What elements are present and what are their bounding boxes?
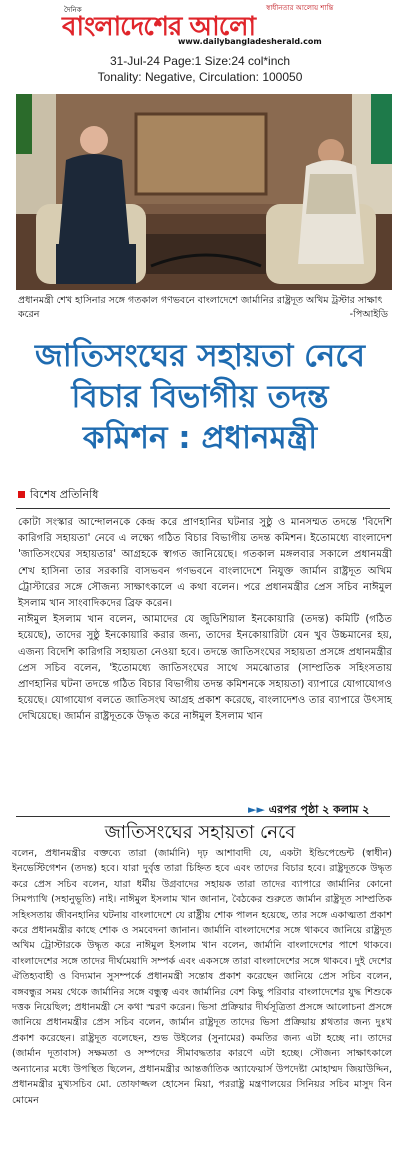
byline <box>18 486 98 505</box>
section-divider <box>16 816 390 817</box>
article-body-continued <box>12 846 392 1108</box>
continued-text: এরপর পৃষ্ঠা ২ কলাম ২ <box>268 803 370 816</box>
masthead-title: বাংলাদেশের আলো <box>62 12 256 42</box>
caption-text: প্রধানমন্ত্রী শেখ হাসিনার সঙ্গে গতকাল গণভবনে বাংলাদেশে জার্মানির রাষ্ট্রদূত অখিম ট্রস্টার সাক্ষাৎ করেন <box>18 295 383 320</box>
masthead-prefix: দৈনিক <box>64 6 82 14</box>
continuation-heading: জাতিসংঘের সহায়তা নেবে <box>104 822 296 843</box>
headline-line-2: বিচার বিভাগীয় তদন্ত <box>71 379 329 415</box>
news-photo <box>16 94 392 290</box>
masthead <box>0 0 400 52</box>
paragraph: কোটা সংস্কার আন্দোলনকে কেন্দ্র করে প্রাণহানির ঘটনার সুষ্ঠু ও মানসম্মত তদন্তে 'বিদেশি কারিগরি সহায়তা' নেবে এ লক্ষ্যে গঠিত বিচার বিভাগীয় তদন্ত কমিশন। ইতোমধ্যে বাংলাদেশ 'জাতিসংঘের সহায়তার' আগ্রহকে স্বাগত জানিয়েছে। গতকাল মঙ্গলবার সকালে প্রধানমন্ত্রী শেখ হাসিনা তার সরকারি বাসভবন গণভবনে বাংলাদেশে নিযুক্ত জার্মান রাষ্ট্রদূত অখিম ট্রোস্টারের সঙ্গে সৌজন্য সাক্ষাৎকালে এ কথা বলেন। পরে প্রধানমন্ত্রীর প্রেস সচিব নাঈমুল ইসলাম খান সাংবাদিকদের ব্রিফ করেন। <box>18 517 392 610</box>
masthead-url: www.dailybangladesherald.com <box>178 37 322 46</box>
arrow-icon: ►► <box>248 803 269 816</box>
byline-text: বিশেষ প্রতিনিধি <box>30 488 99 501</box>
headline-line-1: জাতিসংঘের সহায়তা নেবে <box>35 338 365 374</box>
masthead-tagline: স্বাধীনতার আলোয় শান্তি <box>266 4 334 12</box>
headline-line-3: কমিশন : প্রধানমন্ত্রী <box>82 420 318 456</box>
headline <box>10 336 390 459</box>
byline-marker <box>18 491 25 498</box>
top-divider <box>16 508 390 509</box>
photo-caption <box>18 294 388 322</box>
article-body-main <box>18 515 392 726</box>
paragraph: নাঈমুল ইসলাম খান বলেন, আমাদের যে জুডিশিয়াল ইনকোয়ারি (তদন্ত) কমিটি (গঠিত হয়েছে), তাদের সুষ্ঠু ইনকোয়ারি করার জন্য, তাদের ইনকোয়ারিটা যেন খুব উচ্চমানের হয়, এজন্য বিদেশি কারিগরি সহায়তা নেওয়া হবে। তদন্তে জাতিসংঘের সহায়তা প্রসঙ্গে প্রধানমন্ত্রীর প্রেস সচিব বলেন, 'ইতোমধ্যে জাতিসংঘের সাথে সমঝোতার (সাম্প্রতিক সহিংসতায় প্রাণহানির ঘটনা তদন্তে গঠিত বিচার বিভাগীয় তদন্ত কমিশনকে সহায়তা) ব্যাপারে যোগাযোগও হয়েছে। যোগাযোগ বলতে জাতিসংঘ আগ্রহ প্রকাশ করেছে, বাংলাদেশও তার ব্যাপারে উৎসাহ দেখিয়েছে। জার্মান রাষ্ট্রদূতকে উদ্ধৃত করে নাঈমুল ইসলাম খান <box>18 614 392 723</box>
caption-credit: -পিআইডি <box>349 309 388 320</box>
photo-illustration <box>16 94 392 290</box>
clip-meta-line1: 31-Jul-24 Page:1 Size:24 col*inch <box>109 54 291 68</box>
clip-meta-line2: Tonality: Negative, Circulation: 100050 <box>97 70 303 84</box>
paragraph: বলেন, প্রধানমন্ত্রীর বক্তব্যে তারা (জার্মানি) দৃঢ় আশাবাদী যে, একটা ইন্ডিপেন্ডেন্ট (স্বাধীন) ইনভেস্টিগেশন (তদন্ত) হবে। যারা দুর্বৃত্ত তারা চিহ্নিত হবে এবং তাদের বিচার হবে। রাষ্ট্রদূতকে উদ্ধৃত করে প্রেস সচিব বলেন, যারা ধর্মীয় উগ্রবাদের সহায়ক তারা তাদের ব্যাপারে জার্মানির কোনো সিমপ্যাথি (সহানুভূতি) নাই। নাঈমুল ইসলাম খান জানান, বৈঠকের শুরুতে জার্মান রাষ্ট্রদূত সাম্প্রতিক সহিংসতায় জীবনহানির ঘটনায় বাংলাদেশে যে রাষ্ট্রীয় শোক পালন হয়েছে, তার সঙ্গে একাত্মতা প্রকাশ করে প্রধানমন্ত্রীর কাছে শোক ও সমবেদনা জানান। জার্মানি বাংলাদেশের সঙ্গে থাকবে জানিয়ে রাষ্ট্রদূত অখিম ট্রোস্টারকে উদ্ধৃত করে নাঈমুল ইসলাম খান বলেন, জার্মানি বাংলাদেশের পাশে থাকবে। বাংলাদেশের সঙ্গে তাদের দীর্ঘমেয়াদি সম্পর্ক এবং একসঙ্গে তারা বাংলাদেশের সঙ্গে থাকবে। দুই দেশের ঐতিহ্যবাহী ও বিদ্যমান সুসম্পর্কে প্রধানমন্ত্রী সন্তোষ প্রকাশ করেছেন জানিয়ে প্রেস সচিব বলেন, বঙ্গবন্ধুর সময় থেকে জার্মানির সঙ্গে বন্ধুত্ব এবং জার্মানির বেশ কিছু পরিবার বাংলাদেশের যুদ্ধ শিশুকে দত্তক নিয়েছিল; প্রধানমন্ত্রী সে কথা স্মরণ করেন। ভিসা প্রক্রিয়ার দীর্ঘসূত্রিতা প্রসঙ্গে আলোচনা প্রসঙ্গে জানিয়ে প্রধানমন্ত্রীর প্রেস সচিব বলেন, জার্মান রাষ্ট্রদূত তাদের ভিসা প্রক্রিয়ায় শ্লথতার জন্য দুঃখ প্রকাশ করেছেন। রাষ্ট্রদূত বলেছেন, শুভ উইলের (সুনামের) কমতির জন্য এটা হচ্ছে না। তাদের (জার্মান দূতাবাস) সক্ষমতা ও সম্পদের সীমাবদ্ধতার কারণে এটা হচ্ছে। সৌজন্য সাক্ষাৎকালে অন্যান্যের মধ্যে উপস্থিত ছিলেন, প্রধানমন্ত্রীর আন্তর্জাতিক অ্যাফেয়ার্স উপদেষ্টা মোহাম্মদ জিয়াউদ্দিন, প্রধানমন্ত্রীর মুখ্যসচিব মো. তোফাজ্জল হোসেন মিয়া, পররাষ্ট্র মন্ত্রণালয়ের সিনিয়র সচিব মাসুদ বিন মোমেন <box>12 848 392 1106</box>
